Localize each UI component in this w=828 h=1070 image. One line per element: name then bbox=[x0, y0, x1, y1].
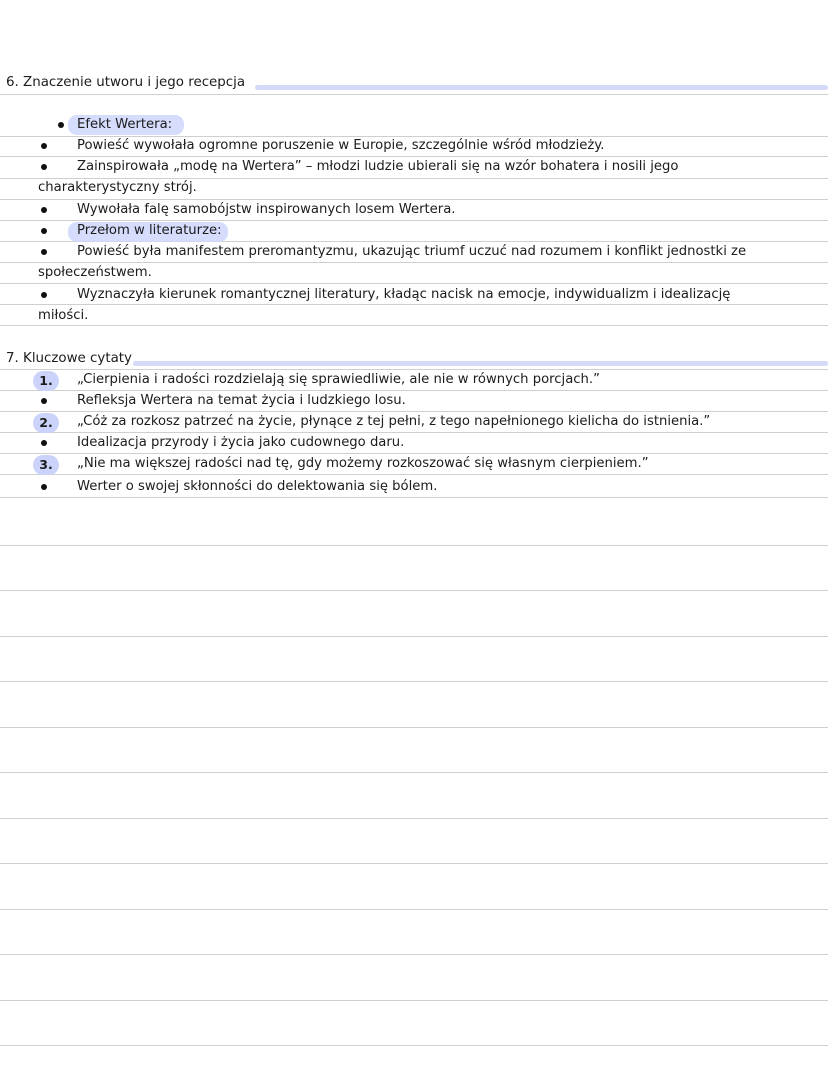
ruled-line bbox=[0, 283, 828, 284]
list-item-continuation: społeczeństwem. bbox=[38, 265, 152, 280]
list-item: Powieść wywołała ogromne poruszenie w Europie, szczególnie wśród młodzieży. bbox=[77, 138, 605, 153]
bullet-icon bbox=[41, 484, 47, 490]
list-item: Wywołała falę samobójstw inspirowanych losem Wertera. bbox=[77, 202, 456, 217]
ruled-line bbox=[0, 304, 828, 305]
ruled-line bbox=[0, 545, 828, 546]
heading-underline-highlight bbox=[255, 85, 828, 90]
bullet-icon bbox=[41, 228, 47, 234]
bullet-icon bbox=[41, 398, 47, 404]
quote-text: „Cierpienia i radości rozdzielają się sprawiedliwie, ale nie w równych porcjach.” bbox=[77, 372, 600, 387]
ruled-line bbox=[0, 178, 828, 179]
quote-number-badge: 1. bbox=[33, 371, 59, 391]
ruled-line bbox=[0, 863, 828, 864]
ruled-line bbox=[0, 390, 828, 391]
section-7-heading: 7. Kluczowe cytaty bbox=[6, 351, 132, 366]
list-item: Wyznaczyła kierunek romantycznej literatury, kładąc nacisk na emocje, indywidualizm i idealizację bbox=[77, 287, 731, 302]
bullet-icon bbox=[41, 292, 47, 298]
bullet-icon bbox=[41, 143, 47, 149]
quote-number-badge: 2. bbox=[33, 413, 59, 433]
quote-text: „Nie ma większej radości nad tę, gdy możemy rozkoszować się własnym cierpieniem.” bbox=[77, 456, 649, 471]
ruled-line bbox=[0, 818, 828, 819]
quote-text: „Cóż za rozkosz patrzeć na życie, płynące z tej pełni, z tego napełnionego kielicha do istnienia.” bbox=[77, 414, 711, 429]
ruled-line bbox=[0, 325, 828, 326]
list-item: Przełom w literaturze: bbox=[77, 223, 222, 238]
section-6-heading: 6. Znaczenie utworu i jego recepcja bbox=[6, 75, 246, 90]
ruled-line bbox=[0, 727, 828, 728]
quote-number-badge: 3. bbox=[33, 455, 59, 475]
list-item: Zainspirowała „modę na Wertera” – młodzi ludzie ubierali się na wzór bohatera i nosili jego bbox=[77, 159, 679, 174]
bullet-icon bbox=[41, 249, 47, 255]
ruled-line bbox=[0, 681, 828, 682]
list-item-continuation: miłości. bbox=[38, 308, 89, 323]
ruled-line bbox=[0, 497, 828, 498]
ruled-line bbox=[0, 262, 828, 263]
ruled-line bbox=[0, 156, 828, 157]
bullet-icon bbox=[41, 440, 47, 446]
ruled-line bbox=[0, 909, 828, 910]
ruled-line bbox=[0, 1045, 828, 1046]
ruled-line bbox=[0, 474, 828, 475]
ruled-line bbox=[0, 369, 828, 370]
ruled-line bbox=[0, 1000, 828, 1001]
bullet-icon bbox=[41, 207, 47, 213]
ruled-line bbox=[0, 453, 828, 454]
ruled-line bbox=[0, 590, 828, 591]
ruled-line bbox=[0, 411, 828, 412]
list-item: Powieść była manifestem preromantyzmu, ukazując triumf uczuć nad rozumem i konflikt jednostki ze bbox=[77, 244, 747, 259]
ruled-line bbox=[0, 94, 828, 95]
ruled-line bbox=[0, 954, 828, 955]
heading-underline-highlight bbox=[133, 361, 828, 366]
ruled-line bbox=[0, 199, 828, 200]
ruled-line bbox=[0, 636, 828, 637]
bullet-icon bbox=[58, 122, 64, 128]
quote-comment: Refleksja Wertera na temat życia i ludzkiego losu. bbox=[77, 393, 406, 408]
list-item-continuation: charakterystyczny strój. bbox=[38, 180, 197, 195]
bullet-icon bbox=[41, 164, 47, 170]
ruled-line bbox=[0, 772, 828, 773]
list-item: Efekt Wertera: bbox=[77, 117, 173, 132]
ruled-line bbox=[0, 432, 828, 433]
quote-comment: Werter o swojej skłonności do delektowania się bólem. bbox=[77, 479, 438, 494]
ruled-line bbox=[0, 220, 828, 221]
quote-comment: Idealizacja przyrody i życia jako cudownego daru. bbox=[77, 435, 405, 450]
ruled-line bbox=[0, 136, 828, 137]
